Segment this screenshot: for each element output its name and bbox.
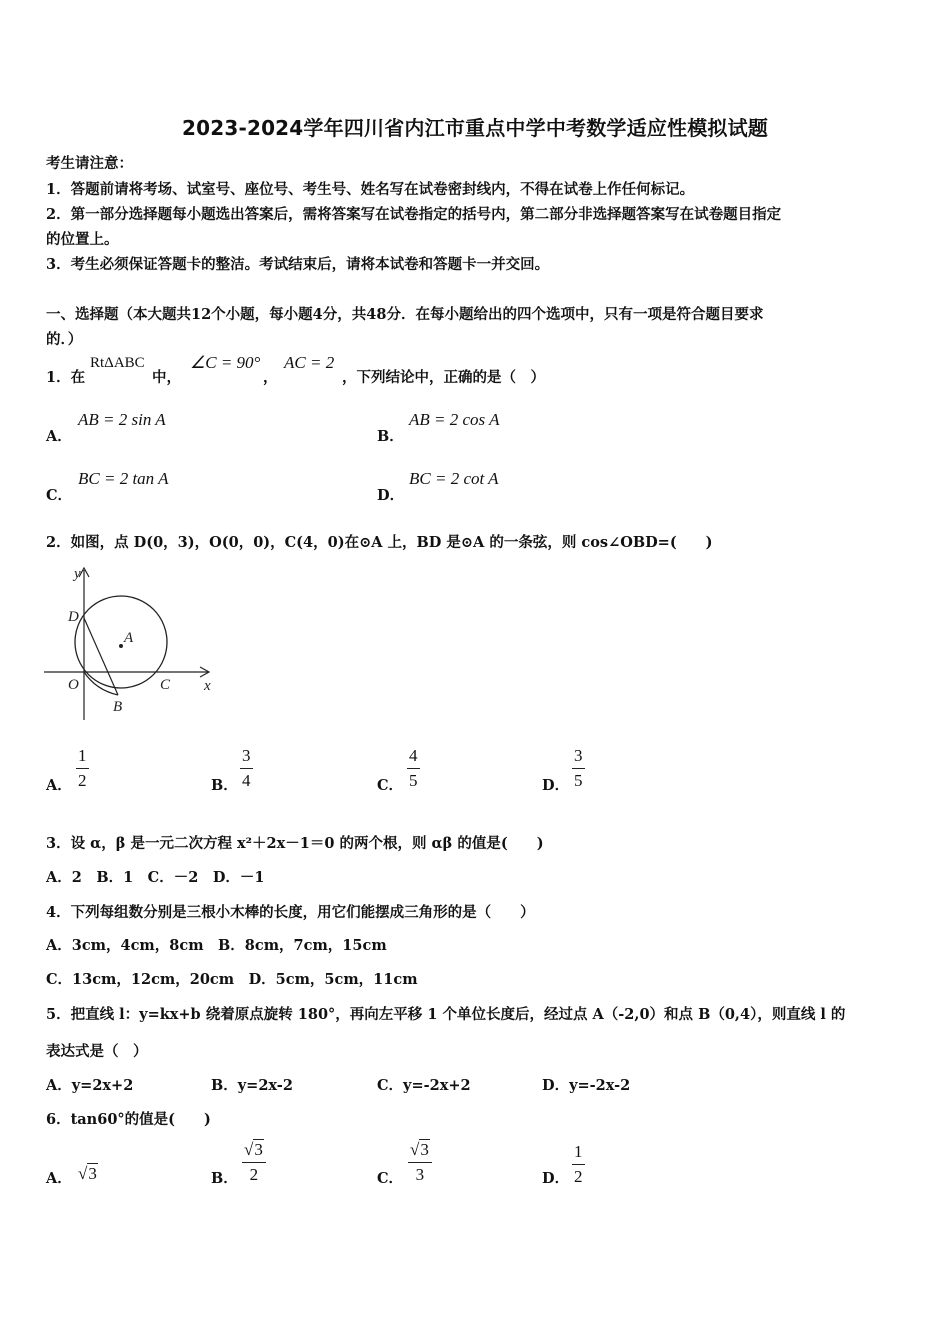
q6-d-denominator: 2 [574,1167,583,1186]
notice-line-2-cont: 的位置上。 [46,231,119,248]
q4-options-row-1[interactable]: A．3cm，4cm，8cm B．8cm，7cm，15cm [46,937,387,954]
q6-option-d-label: D． [542,1170,570,1187]
q6-b-denominator: 2 [249,1165,259,1184]
section-heading: 一、选择题（本大题共12个小题，每小题4分，共48分．在每小题给出的四个选项中，只有一项是符合题目要求 [46,306,764,323]
q1-side-expr: AC = 2 [284,353,335,372]
q2-c-denominator: 5 [409,771,418,790]
label-x: x [204,678,211,694]
q1-option-c[interactable]: BC = 2 tan A [78,469,169,488]
q5-option-d[interactable]: D．y=-2x-2 [542,1077,631,1094]
q2-a-numerator: 1 [78,746,87,765]
q3-question: 3．设 α，β 是一元二次方程 x²＋2x－1＝0 的两个根，则 αβ 的值是( ) [46,835,544,852]
q6-option-b-label: B． [211,1170,238,1187]
q2-option-b[interactable] [240,746,253,791]
q2-figure [40,562,220,722]
q6-b-radicand: 3 [254,1140,263,1159]
q6-option-a[interactable]: √3 [78,1164,97,1183]
q1-mid-2: ， [263,369,278,386]
q2-option-c-label: C． [377,777,404,794]
notice-line-2: 2．第一部分选择题每小题选出答案后，需将答案写在试卷指定的括号内，第二部分非选择题答案写在试卷题目指定 [46,206,782,223]
q1-option-d-label: D． [377,487,405,504]
q6-option-d[interactable] [572,1142,585,1187]
q1-option-a[interactable]: AB = 2 sin A [78,410,166,429]
q4-options-row-2[interactable]: C．13cm，12cm，20cm D．5cm，5cm，11cm [46,971,418,988]
q2-c-numerator: 4 [409,746,418,765]
q1-angle-expr: ∠C = 90° [190,353,261,372]
q5-question: 5．把直线 l：y=kx+b 绕着原点旋转 180°，再向左平移 1 个单位长度后，经过点 A（-2,0）和点 B（0,4），则直线 l 的 [46,1006,846,1023]
q2-option-a[interactable] [76,746,89,791]
notice-heading: 考生请注意： [46,155,133,172]
page-title: 2023-2024学年四川省内江市重点中学中考数学适应性模拟试题 [181,116,769,140]
q2-option-a-label: A． [46,777,72,794]
q2-option-d[interactable] [572,746,585,791]
q1-option-a-label: A． [46,428,72,445]
q1-option-b-label: B． [377,428,404,445]
q1-prefix: 1．在 [46,369,86,386]
q6-option-c[interactable]: √3 3 [408,1140,432,1185]
q6-c-radicand: 3 [420,1140,429,1159]
q1-mid-1: 中， [152,369,181,386]
q5-option-c[interactable]: C．y=-2x+2 [377,1077,471,1094]
q6-question: 6．tan60°的值是( ) [46,1111,211,1128]
notice-line-3: 3．考生必须保证答题卡的整洁。考试结束后，请将本试卷和答题卡一并交回。 [46,256,550,273]
q1-option-c-label: C． [46,487,73,504]
label-d: D [68,609,79,625]
q2-d-denominator: 5 [574,771,583,790]
q6-option-a-label: A． [46,1170,72,1187]
label-c: C [160,677,171,693]
center-point-a [119,644,123,648]
q5-question-cont: 表达式是（ ） [46,1043,148,1060]
q1-option-b[interactable]: AB = 2 cos A [409,410,500,429]
q6-option-b[interactable]: √3 2 [242,1140,266,1185]
q2-option-d-label: D． [542,777,570,794]
q1-option-d[interactable]: BC = 2 cot A [409,469,499,488]
q2-d-numerator: 3 [574,746,583,765]
q2-option-c[interactable] [407,746,420,791]
label-b: B [113,699,123,715]
q1-triangle-expr: RtΔABC [90,355,145,371]
q6-c-denominator: 3 [415,1165,425,1184]
q6-a-radicand: 3 [88,1164,97,1183]
label-o: O [68,677,79,693]
q2-a-denominator: 2 [78,771,87,790]
q6-option-c-label: C． [377,1170,404,1187]
label-a: A [124,630,134,646]
label-y: y [74,566,81,582]
q2-question: 2．如图，点 D(0，3)，O(0，0)，C(4，0)在⊙A 上，BD 是⊙A 的一条弦，则 cos∠OBD=( ) [46,534,713,551]
circle-a [75,596,167,688]
q2-b-denominator: 4 [242,771,251,790]
q1-question: ，下列结论中，正确的是（ ） [342,369,545,386]
q2-b-numerator: 3 [242,746,251,765]
q6-d-numerator: 1 [574,1142,583,1161]
q5-option-b[interactable]: B．y=2x-2 [211,1077,293,1094]
q2-option-b-label: B． [211,777,238,794]
notice-line-1: 1．答题前请将考场、试室号、座位号、考生号、姓名写在试卷密封线内，不得在试卷上作任何标记。 [46,181,695,198]
section-heading-cont: 的．） [46,331,83,348]
q5-option-a[interactable]: A．y=2x+2 [46,1077,134,1094]
q4-question: 4．下列每组数分别是三根小木棒的长度，用它们能摆成三角形的是（ ） [46,904,535,921]
q3-options[interactable]: A．2 B．1 C．－2 D．－1 [46,869,265,886]
